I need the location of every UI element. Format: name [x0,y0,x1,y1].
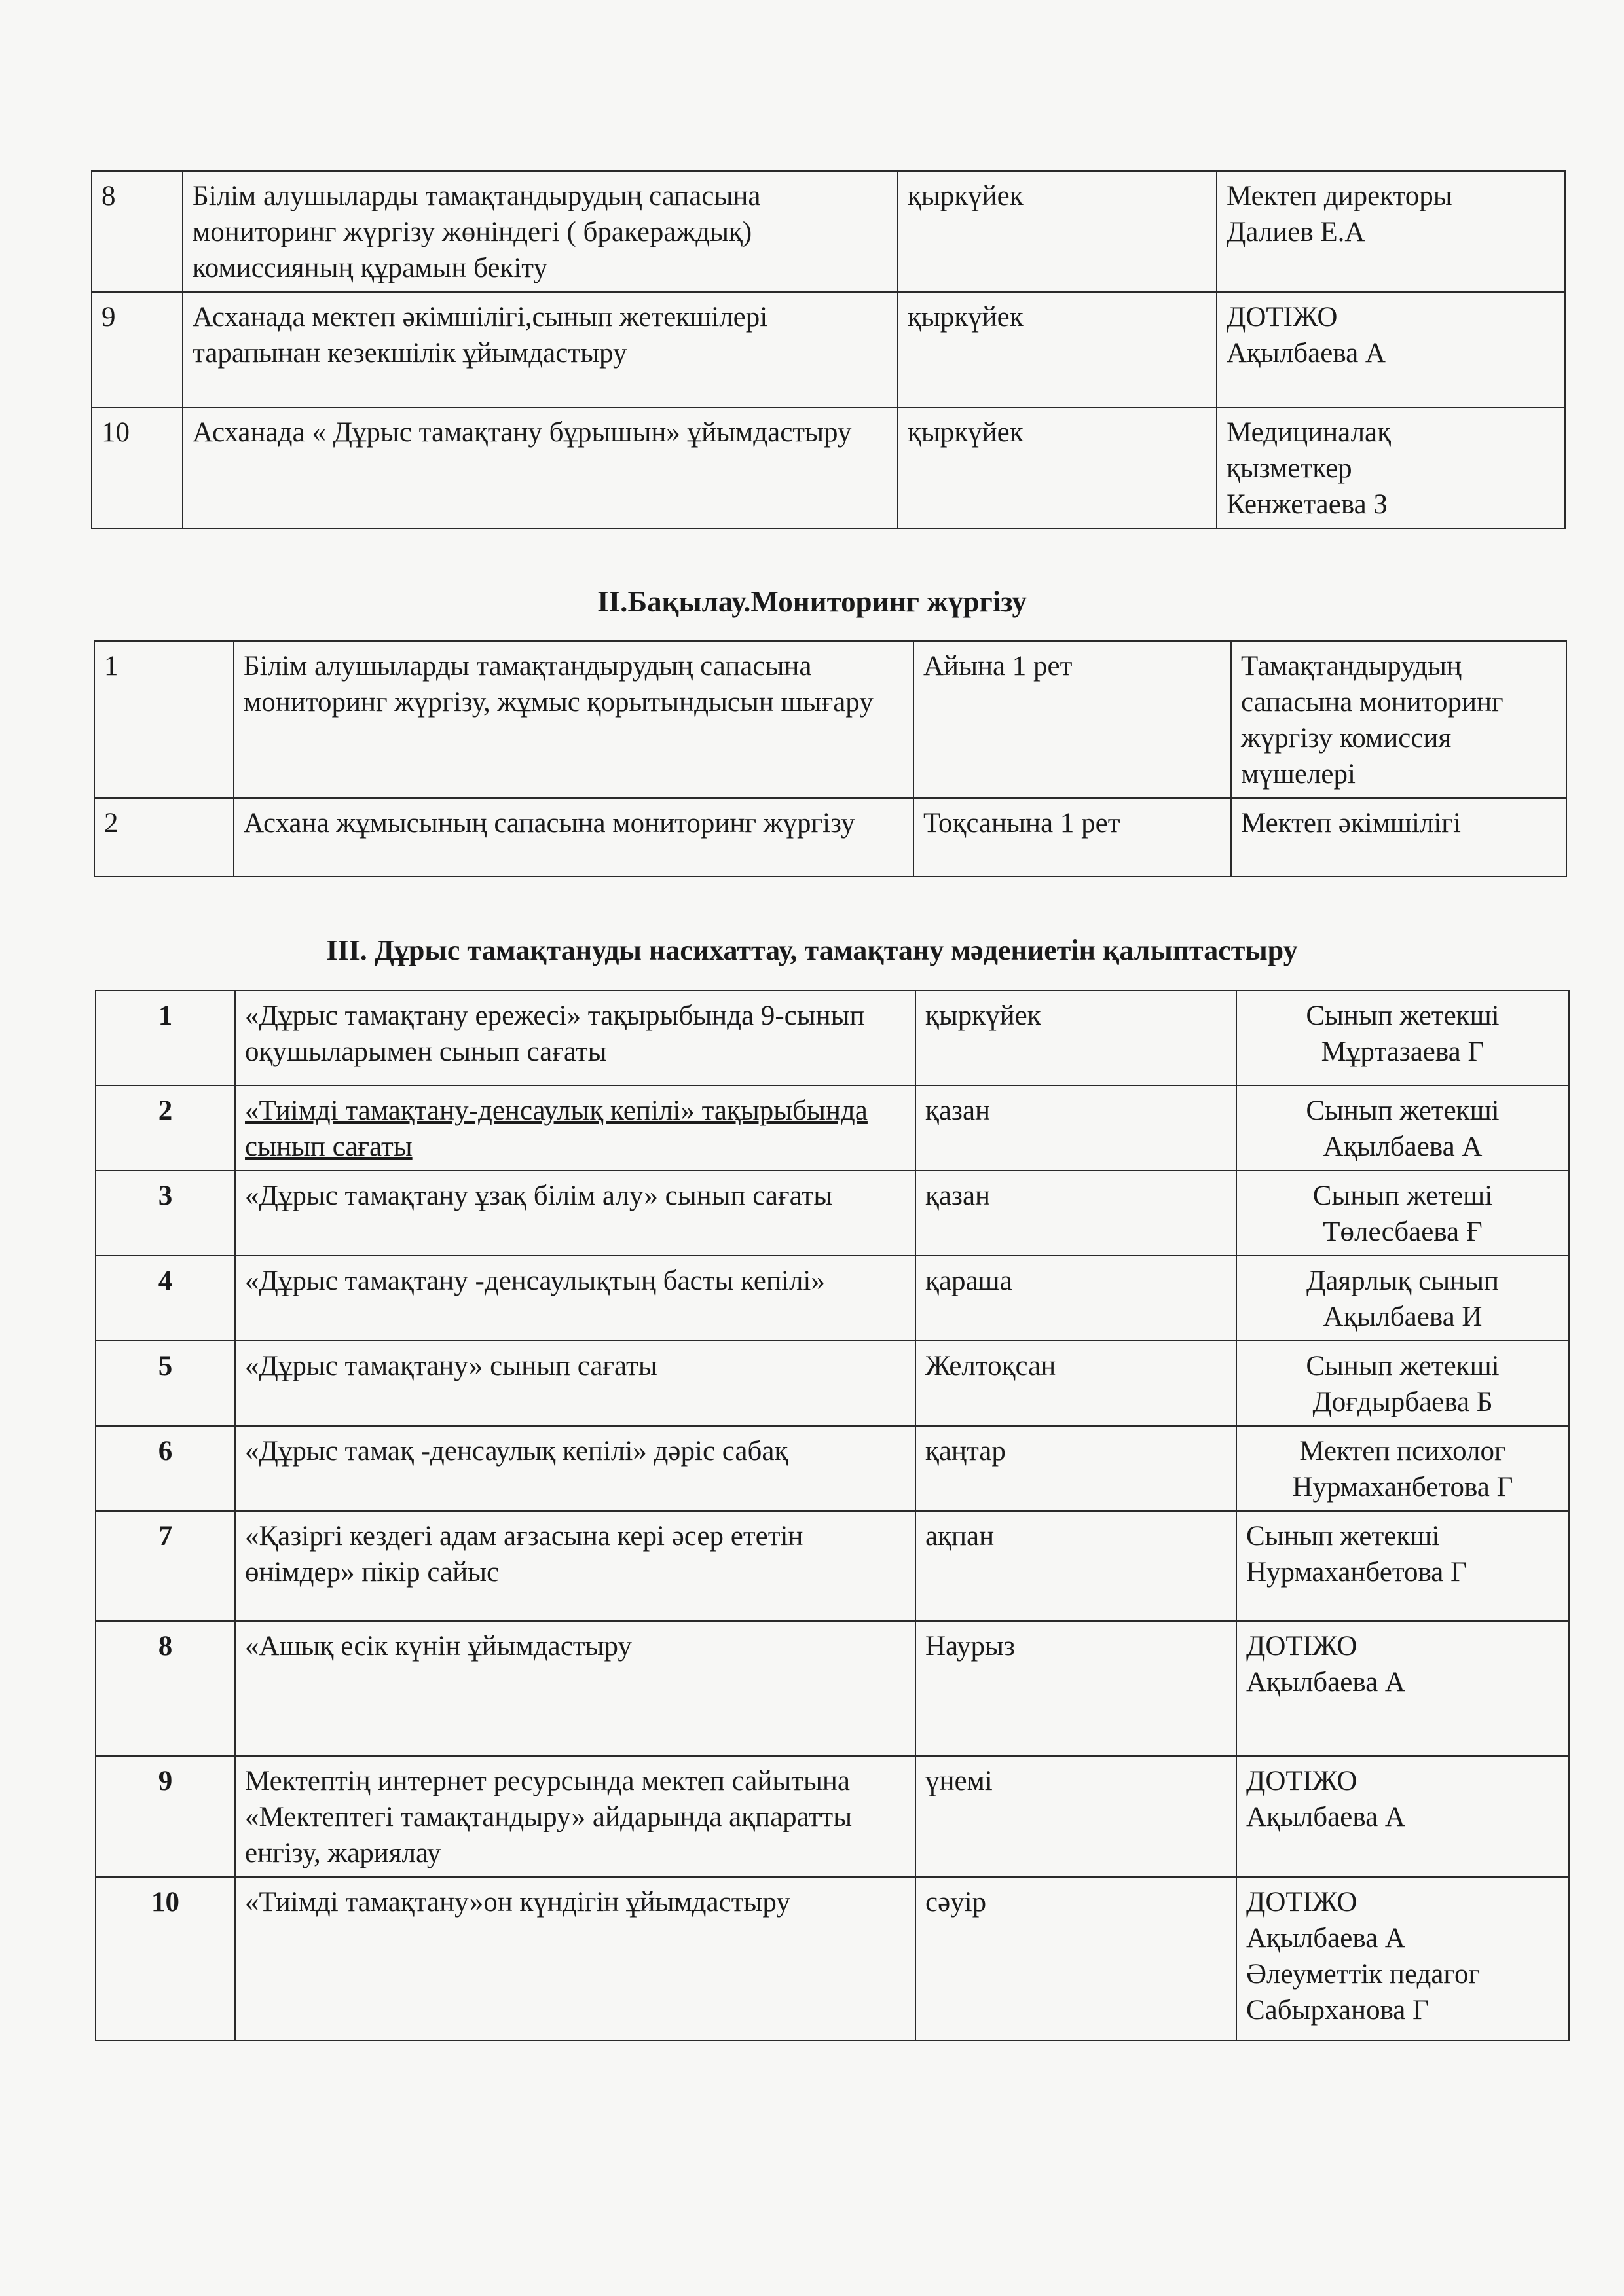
responsible-line: Ақылбаева А [1323,1131,1483,1162]
responsible-cell [1236,1877,1569,2041]
date-cell: қазан [915,1171,1236,1256]
table-row [96,1621,1569,1756]
table-row [96,991,1569,1085]
date-cell: Желтоқсан [915,1341,1236,1426]
table-row [92,407,1565,528]
activity-cell: «Дұрыс тамақтану ұзақ білім алу» сынып сағаты [235,1171,915,1256]
activity-cell: «Дұрыс тамақ -денсаулық кепілі» дәріс сабақ [235,1426,915,1511]
plan-table-1 [91,170,1566,529]
date-cell: қыркүйек [915,991,1236,1085]
responsible-cell [1217,407,1565,528]
table-row [96,1171,1569,1256]
table-row [96,1877,1569,2041]
responsible-line: Нурмаханбетова Г [1292,1472,1513,1503]
responsible-line: Ақылбаева А [1227,338,1386,369]
date-cell: қыркүйек [898,292,1217,407]
date-cell: Тоқсанына 1 рет [913,798,1231,877]
responsible-line: Кенжетаева З [1227,489,1388,520]
row-number: 10 [96,1877,235,2041]
row-number: 7 [96,1511,235,1621]
responsible-cell [1236,991,1569,1085]
activity-cell: Асханада « Дұрыс тамақтану бұрышын» ұйымдастыру [183,407,898,528]
responsible-line: Мектеп әкімшілігі [1241,808,1461,839]
row-number: 3 [96,1171,235,1256]
table-row [96,1756,1569,1877]
promotion-table [95,990,1570,2041]
date-cell: қаңтар [915,1426,1236,1511]
row-number: 9 [92,292,183,407]
section-3-title: ІІІ. Дұрыс тамақтануды насихаттау, тамақтану мәдениетін қалыптастыру [326,934,1298,966]
responsible-cell [1236,1756,1569,1877]
date-cell: Айына 1 рет [913,641,1231,798]
row-number: 8 [96,1621,235,1756]
activity-cell: «Тиімді тамақтану-денсаулық кепілі» тақырыбында сынып сағаты [235,1085,915,1171]
responsible-cell [1236,1085,1569,1171]
date-cell: қыркүйек [898,171,1217,292]
responsible-cell [1236,1511,1569,1621]
row-number: 2 [96,1085,235,1171]
date-cell: қыркүйек [898,407,1217,528]
activity-cell: «Дұрыс тамақтану -денсаулықтың басты кепілі» [235,1256,915,1341]
table-row [96,1341,1569,1426]
responsible-cell [1231,798,1566,877]
table-row [96,1511,1569,1621]
responsible-cell [1236,1341,1569,1426]
responsible-cell [1217,292,1565,407]
responsible-line: ДОТІЖО [1227,302,1338,333]
date-cell: сәуір [915,1877,1236,2041]
responsible-line: Ақылбаева И [1323,1302,1483,1332]
date-cell: қазан [915,1085,1236,1171]
monitoring-table [94,640,1567,877]
table-row [92,171,1565,292]
table-row [94,641,1566,798]
date-cell: үнемі [915,1756,1236,1877]
table-row [96,1426,1569,1511]
responsible-line: ДОТІЖО [1246,1887,1357,1918]
responsible-cell [1236,1256,1569,1341]
row-number: 9 [96,1756,235,1877]
responsible-cell [1236,1426,1569,1511]
row-number: 8 [92,171,183,292]
row-number: 5 [96,1341,235,1426]
responsible-line: Мектеп директоры [1227,181,1452,211]
row-number: 1 [94,641,234,798]
activity-cell: Білім алушыларды тамақтандырудың сапасына мониторинг жүргізу жөніндегі ( бракераждық) комиссияның құрамын бекіту [183,171,898,292]
row-number: 1 [96,991,235,1085]
row-number: 2 [94,798,234,877]
responsible-line: Әлеуметтік педагог [1246,1959,1481,1990]
row-number: 6 [96,1426,235,1511]
activity-cell: «Қазіргі кездегі адам ағзасына кері әсер ететін өнімдер» пікір сайыс [235,1511,915,1621]
activity-cell: Мектептің интернет ресурсында мектеп сайытына «Мектептегі тамақтандыру» айдарында ақпаратты енгізу, жариялау [235,1756,915,1877]
responsible-line: Доғдырбаева Б [1312,1387,1493,1417]
activity-cell: Асханада мектеп әкімшілігі,сынып жетекшілері тарапынан кезекшілік ұйымдастыру [183,292,898,407]
responsible-line: Даярлық сынып [1306,1266,1499,1296]
responsible-line: Сабырханова Г [1246,1995,1429,2026]
responsible-line: Төлесбаева Ғ [1323,1216,1483,1247]
activity-cell: «Дұрыс тамақтану» сынып сағаты [235,1341,915,1426]
responsible-line: Медициналақ [1227,417,1392,448]
responsible-line: Нурмаханбетова Г [1246,1557,1467,1588]
date-cell: қараша [915,1256,1236,1341]
responsible-line: Ақылбаева А [1246,1667,1405,1698]
responsible-line: Мектеп психолог [1299,1436,1506,1467]
responsible-line: Тамақтандырудың сапасына мониторинг жүргізу комиссия мүшелері [1241,651,1504,790]
table-row [96,1256,1569,1341]
row-number: 10 [92,407,183,528]
date-cell: ақпан [915,1511,1236,1621]
responsible-cell [1217,171,1565,292]
responsible-cell [1236,1621,1569,1756]
activity-cell: Білім алушыларды тамақтандырудың сапасына мониторинг жүргізу, жұмыс қорытындысын шығару [234,641,913,798]
table-row [96,1085,1569,1171]
date-cell: Наурыз [915,1621,1236,1756]
responsible-line: Ақылбаева А [1246,1923,1405,1954]
responsible-line: Сынып жетекші [1306,1095,1500,1126]
activity-cell: Асхана жұмысының сапасына мониторинг жүргізу [234,798,913,877]
table-row [94,798,1566,877]
row-number: 4 [96,1256,235,1341]
activity-cell: «Тиімді тамақтану»он күндігін ұйымдастыру [235,1877,915,2041]
responsible-line: Мұртазаева Г [1321,1036,1485,1067]
responsible-line: ДОТІЖО [1246,1631,1357,1662]
responsible-line: ДОТІЖО [1246,1766,1357,1796]
responsible-line: Ақылбаева А [1246,1802,1405,1832]
responsible-line: Сынып жетекші [1306,1000,1500,1031]
responsible-line: қызметкер [1227,453,1352,484]
section-2-title: ІІ.Бақылау.Мониторинг жүргізу [597,585,1027,618]
activity-cell: «Ашық есік күнін ұйымдастыру [235,1621,915,1756]
responsible-line: Сынып жетеші [1312,1180,1493,1211]
table-row [92,292,1565,407]
responsible-cell [1231,641,1566,798]
responsible-cell [1236,1171,1569,1256]
responsible-line: Сынып жетекші [1306,1351,1500,1381]
activity-cell: «Дұрыс тамақтану ережесі» тақырыбында 9-сынып оқушыларымен сынып сағаты [235,991,915,1085]
responsible-line: Сынып жетекші [1246,1521,1440,1552]
responsible-line: Далиев Е.А [1227,217,1365,247]
